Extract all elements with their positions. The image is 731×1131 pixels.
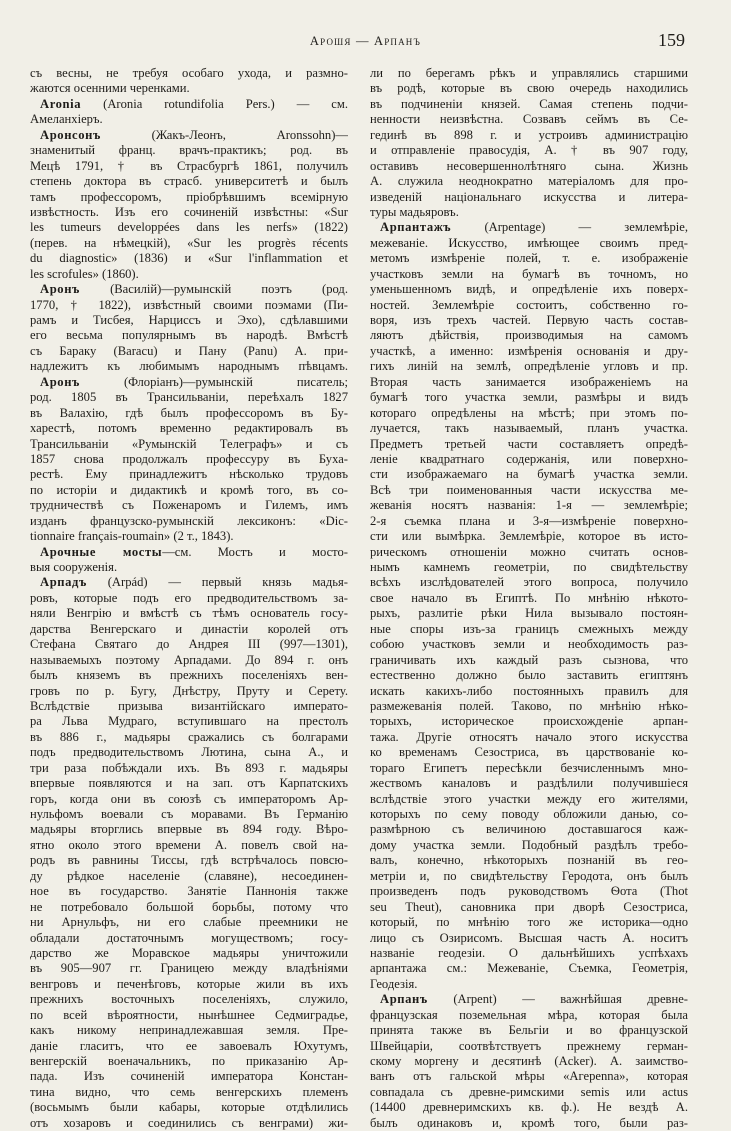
text-line: ровъ, которые подъ его предводительствомъ за- — [30, 590, 348, 605]
text-line: бумагѣ того участка земли, размѣры и видъ — [370, 390, 688, 405]
text-line: произведенъ подъ руководствомъ Ѳота (Thot — [370, 884, 688, 899]
entry-headword: Арочные мосты — [40, 544, 163, 559]
text-line: участковъ земли на бумагѣ въ точномъ, но — [370, 266, 688, 281]
text-line: Амеланхіеръ. — [30, 112, 103, 127]
text-line: участкѣ, а именно: измѣренія основанія и дру- — [370, 343, 688, 358]
text-line: род. 1805 въ Трансильваніи, переѣхалъ 1827 — [30, 390, 348, 405]
text-line: и отправленіе правосудія, А. † въ 907 году, — [370, 143, 688, 158]
text-line: ра Льва Мудраго, вступившаго на престолъ — [30, 714, 348, 729]
text-line: въ родѣ, которые въ свою очередь находились — [370, 81, 688, 96]
text-line: ностей. Землемѣріе состоитъ, собственно го- — [370, 297, 688, 312]
text-line: съ весны, не требуя особаго ухода, и размно- — [30, 66, 348, 80]
text-line: Стефана Святаго до Андрея III (997—1301), — [30, 637, 348, 652]
entry-start-line: Арпадъ (Arpád) — первый князь мадья- — [40, 575, 348, 590]
page-header — [0, 30, 731, 54]
text-line: оставивъ несовершеннолѣтняго сына. Жизнь — [370, 158, 688, 173]
text-line: (14400 древнеримскихъ кв. ф.). Не вездѣ А. — [370, 1100, 688, 1115]
text-line: размежеванія полей. Таково, по мнѣнію нѣко- — [370, 698, 688, 713]
text-line: скому моргену и десятинѣ (Acker). А. заимство- — [370, 1054, 688, 1068]
text-line: Трансильваніи «Румынскій Телеграфъ» и съ — [30, 436, 348, 451]
entry-headword: Арпантажъ — [380, 220, 452, 235]
text-line: знаменитый франц. врачъ-практикъ; род. въ — [30, 143, 348, 158]
text-line: собою участковъ земли и необходимость раз- — [370, 637, 688, 652]
text-line: обладали достаточнымъ могуществомъ; госу- — [30, 930, 348, 945]
text-line: сти изображаемаго на бумагѣ участка земли. — [370, 467, 688, 482]
text-line: валъ, конечно, нѣкоторыхъ познаній въ гео- — [370, 853, 688, 868]
text-line: искать какихъ-либо постоянныхъ правилъ для — [370, 683, 688, 698]
entry-start-line: Аронъ (Флоріанъ)—румынскій писатель; — [40, 374, 348, 389]
text-line: Всѣ три поименованныя части искусства ме- — [370, 482, 688, 497]
text-line: пада. Изъ сочиненій императора Констан- — [30, 1069, 348, 1084]
text-line: les tumeurs developpées dans les nerfs» (1822) — [30, 220, 348, 235]
text-line: (перев. на нѣмецкій), «Sur les progrès récents — [30, 235, 348, 250]
text-line: А. служила неоднократно матеріаломъ для про- — [370, 174, 688, 189]
text-line: леніе квадратнаго содержанія, или поверхно- — [370, 451, 688, 466]
text-line: 1857 снова продолжалъ профессуру въ Буха- — [30, 451, 348, 466]
text-line: du diagnostic» (1836) и «Sur l'inflammation et — [30, 251, 348, 266]
text-line: названіе геодезіи. О дальнѣйшихъ успѣхахъ — [370, 945, 688, 960]
text-line: торыхъ, историческое происхожденіе арпан- — [370, 714, 688, 729]
text-line: выя сооруженія. — [30, 560, 118, 574]
text-line: жеванія носятъ названія: 1-я — землемѣріе; — [370, 498, 688, 513]
text-line: рамъ и Тисбея, Нарциссъ и Эхо), сдѣлавшими — [30, 313, 348, 327]
text-line: Предметъ третьей части составляетъ опредѣ- — [370, 436, 688, 451]
text-line: tionnaire français-roumain» (2 т., 1843). — [30, 529, 234, 544]
text-line: въ Валахію, гдѣ былъ профессоромъ въ Бу- — [30, 405, 348, 420]
text-line: венгровъ и печенѣговъ, которые жили въ ихъ — [30, 976, 348, 991]
text-line: въ 886 г., мадьяры сражались съ болгарами — [30, 729, 348, 744]
text-line: рыхъ, разлитіе рѣки Нила вызывало постоян- — [370, 606, 688, 621]
text-line: степень доктора въ страсб. университетѣ и былъ — [30, 174, 348, 189]
text-line: межеваніе. Искусство, имѣющее своимъ пред- — [370, 235, 688, 250]
text-line: три раза побѣждали ихъ. Въ 893 г. мадьяры — [30, 760, 348, 775]
text-line: тораго Египетъ пересѣкли безчисленнымъ мно- — [370, 760, 688, 775]
text-line: уменьшенномъ видѣ, и опредѣленіе ихъ поверх- — [370, 282, 688, 297]
text-line: воря, изъ трехъ частей. Первую часть состав- — [370, 313, 688, 327]
text-line: seu Theut), сановника при дворѣ Сезостриса, — [370, 899, 688, 914]
text-line: няли Венгрію и вмѣстѣ съ тѣмъ основатель госу- — [30, 606, 348, 621]
text-line: рестѣ. Ему принадлежитъ нѣсколько трудовъ — [30, 467, 348, 482]
text-line: гровъ по р. Бугу, Днѣстру, Пруту и Серету. — [30, 683, 348, 698]
text-line: называемыхъ поэтому Арпадами. До 894 г. онъ — [30, 652, 348, 667]
text-line: надлежитъ къ любимымъ народнымъ пѣвцамъ. — [30, 359, 348, 374]
text-line: трудничествѣ съ Поженаромъ и Гилемъ, имъ — [30, 498, 348, 513]
text-line: ванъ отъ гальской мѣры «Aгерenna», которая — [370, 1069, 688, 1084]
text-line: изданъ французско-румынскій лексиконъ: «Dic- — [30, 513, 348, 528]
text-line: ное въ государство. Занятіе Паннонія также — [30, 884, 348, 899]
running-head: Арошя — Арпанъ — [309, 34, 422, 48]
text-line: который, по мнѣнію того же историка—одно — [370, 915, 688, 930]
entry-headword: Арпадъ — [40, 575, 87, 590]
text-line: даніе гласитъ, что ее завоевалъ Юхутумъ, — [30, 1038, 348, 1053]
text-line: какъ никому непринадлежавшая земля. Пре- — [30, 1023, 348, 1038]
text-line: ные споры изъ-за границъ смежныхъ между — [370, 621, 688, 636]
text-line: дарства Венгерскаго и династіи королей отъ — [30, 621, 348, 636]
text-line: былъ княземъ въ прежнихъ поселеніяхъ вен- — [30, 668, 348, 683]
text-line: свое начало въ Египтѣ. По мнѣнію нѣкото- — [370, 590, 688, 605]
text-line: 1770, † 1822), извѣстный своими поэмами (Пи- — [30, 297, 348, 312]
text-line: тамъ профессоромъ, пріобрѣвшимъ всемірную — [30, 189, 348, 204]
text-line: его весьма популярнымъ въ народѣ. Вмѣстѣ — [30, 328, 348, 343]
text-line: ли по берегамъ рѣкъ и управлялись старшими — [370, 66, 688, 80]
text-line: метріи и, по свидѣтельству Геродота, онъ былъ — [370, 868, 688, 883]
text-line: жаются осенними черенками. — [30, 81, 190, 96]
text-line: которыхъ по сему поводу обложили данью, со- — [370, 807, 688, 821]
text-line: отъ хозаровъ и соединились съ венграми) жи- — [30, 1115, 348, 1130]
text-line: венгерскій военачальникъ, по приказанію Ар- — [30, 1054, 348, 1068]
text-line: метомъ измѣреніе полей, т. е. изображеніе — [370, 251, 688, 266]
text-line: (восьмымъ были кабары, которые отдѣлились — [30, 1100, 348, 1115]
text-line: въ подчиненіи князей. Самая степень подчи- — [370, 96, 688, 111]
text-line: вслѣдствіе этого участки между его жителями, — [370, 791, 688, 806]
text-line: естественно должно было заставить египтянъ — [370, 668, 688, 683]
entry-headword: Арпанъ — [380, 992, 428, 1007]
text-line: арпантажа см.: Межеваніе, Съемка, Геометрія, — [370, 961, 688, 976]
text-line: не потребовало большой борьбы, потому что — [30, 899, 348, 914]
text-line: съ Бараку (Baracu) и Пану (Panu) А. при- — [30, 343, 348, 358]
text-line: по всей вѣроятности, нынѣшнее Седмиградье, — [30, 1007, 348, 1022]
entry-start-line: Арпанъ (Arpent) — важнѣйшая древне- — [380, 992, 688, 1007]
text-line: изведеній національнаго искусства и литера- — [370, 189, 688, 204]
entry-headword: Аронъ — [40, 282, 80, 297]
text-line: ни Арнульфъ, ни его слабые преемники не — [30, 915, 348, 930]
text-line: размѣрною съ величиною доставшагося каж- — [370, 822, 688, 837]
text-line: дарство же Моравское мадьяры уничтожили — [30, 945, 348, 960]
page-number: 159 — [658, 30, 685, 50]
text-line: въ 905—907 гг. Границею между владѣніями — [30, 961, 348, 976]
entry-start-line: Арочные мосты—см. Мостъ и мосто- — [40, 544, 348, 559]
text-line: мадьяры вторглись впервые въ 894 году. Вѣро- — [30, 822, 348, 837]
text-line: гихъ линій на землѣ, опредѣленіе угловъ и пр. — [370, 359, 688, 374]
text-line: ко временамъ Сезостриса, въ царствованіе ко- — [370, 745, 688, 760]
text-line: подъ предводительствомъ Лютина, сына А., и — [30, 745, 348, 760]
entry-headword: Аронсонъ — [40, 127, 101, 142]
text-line: былъ одинаковъ и, кромѣ того, были раз- — [370, 1115, 688, 1130]
text-line: извѣстность. Изъ его сочиненій извѣстны: «Sur — [30, 204, 348, 219]
text-line: жествомъ каналовъ и раздѣлили получившіеся — [370, 776, 688, 791]
text-line: ненности неизвѣстна. Созвавъ сеймъ въ Се- — [370, 112, 688, 127]
text-line: Мецѣ 1791, † въ Страсбургѣ 1861, получилъ — [30, 158, 348, 173]
text-line: впервые появляются и на зап. отъ Карпатскихъ — [30, 776, 348, 791]
entry-headword: Аронъ — [40, 374, 80, 389]
text-line: прежнихъ восточныхъ поселеніяхъ, служило, — [30, 992, 348, 1007]
text-line: Вслѣдствіе призыва византійскаго императо- — [30, 698, 348, 713]
entry-start-line: Аронъ (Василій)—румынскій поэтъ (род. — [40, 282, 348, 297]
entry-start-line: Арпантажъ (Arpentage) — землемѣріе, — [380, 220, 688, 235]
text-line: ду рѣдкое населеніе (славяне), несоединен- — [30, 868, 348, 883]
text-line: родъ въ равнины Тиссы, гдѣ встрѣчалось повсю- — [30, 853, 348, 868]
text-line: нульфомъ воевали съ моравами. Въ Германію — [30, 807, 348, 821]
text-line: ятно около этого времени А. повелъ свой на- — [30, 837, 348, 852]
text-line: котораго опредѣлены на мѣстѣ; при этомъ по- — [370, 405, 688, 420]
text-line: нымъ камнемъ геометріи, по свидѣтельству — [370, 560, 688, 574]
text-line: туры мадьяровъ. — [370, 204, 459, 219]
text-line: les scrofules» (1860). — [30, 266, 139, 281]
text-line: совпадала съ древне-римскими semis или actus — [370, 1084, 688, 1099]
text-line: принята также въ Бельгіи и во французской — [370, 1023, 688, 1038]
text-line: тажа. Другіе относятъ начало этого искусства — [370, 729, 688, 744]
text-line: 2-я съемка плана и 3-я—измѣреніе поверхно- — [370, 513, 688, 528]
text-line: дому участка земли. Подобный раздѣлъ требо- — [370, 837, 688, 852]
text-line: ляютъ дѣйствія, производимыя на самомъ — [370, 328, 688, 343]
text-line: Геодезія. — [370, 976, 418, 991]
text-line: горъ, когда они въ союзѣ съ императоромъ Ар- — [30, 791, 348, 806]
text-line: рическомъ отношеніи можно считать основ- — [370, 544, 688, 559]
left-column — [30, 66, 348, 1131]
text-line: по исторіи и дидактикѣ и кромѣ того, въ со- — [30, 482, 348, 497]
text-line: сти или вымѣрка. Землемѣріе, которое въ исто- — [370, 529, 688, 544]
text-line: лицо съ Озирисомъ. Высшая часть А. носитъ — [370, 930, 688, 945]
text-line: лучается, такъ называемый, планъ участка. — [370, 421, 688, 436]
text-line: Вторая часть занимается изображеніемъ на — [370, 374, 688, 389]
entry-start-line: Aronia (Aronia rotundifolia Pers.) — см. — [40, 96, 348, 111]
text-line: граничивать ихъ каждый разъ сызнова, что — [370, 652, 688, 667]
entry-headword: Aronia — [40, 96, 82, 111]
entry-start-line: Аронсонъ (Жакъ-Леонъ, Aronssohn)— — [40, 127, 348, 142]
text-line: французская поземельная мѣра, которая была — [370, 1007, 688, 1022]
text-line: харестѣ, потомъ временно редактировалъ въ — [30, 421, 348, 436]
text-line: гединѣ въ 898 г. и устроивъ администрацію — [370, 127, 688, 142]
right-column — [370, 66, 688, 1131]
text-line: тина видно, что семь венгерскихъ племенъ — [30, 1084, 348, 1099]
text-line: Швейцаріи, соотвѣтствуетъ прежнему герман- — [370, 1038, 688, 1053]
text-line: всѣхъ изслѣдователей этого вопроса, получило — [370, 575, 688, 590]
